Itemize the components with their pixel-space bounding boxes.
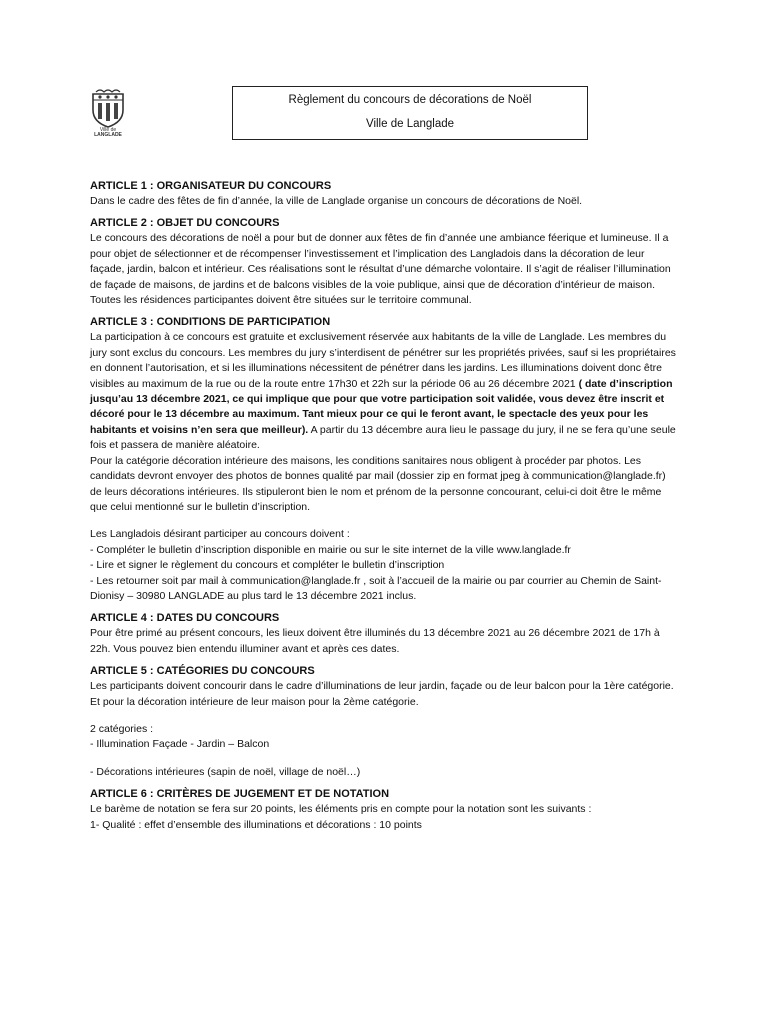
town-logo [90, 88, 126, 140]
article-6-criterion: 1- Qualité : effet d’ensemble des illuminations et décorations : 10 points [90, 818, 422, 831]
coat-of-arms-icon [90, 88, 126, 128]
article-3-paragraph-1 [90, 330, 680, 453]
article-5-list-item: - Illumination Façade - Jardin – Balcon [90, 738, 270, 751]
article-3-paragraph-2: Pour la catégorie décoration intérieure des maisons, les conditions sanitaires nous obligent à procéder par photos. Les candidats devront envoyer des photos de bonnes qualité par mail (dossier zip en format jpeg à communication@langlade.fr) de leurs décorations intérieures. Ils stipuleront bien le nom et prénom de la personne concourant, celui-ci doit être le même que celui mentionné sur le bulletin d’inscription. [90, 454, 666, 513]
article-3-heading: ARTICLE 3 : CONDITIONS DE PARTICIPATION [90, 316, 331, 329]
document-body [90, 178, 680, 833]
article-6-text: Le barème de notation se fera sur 20 points, les éléments pris en compte pour la notation sont les suivants : [90, 803, 592, 816]
logo-text-line2: LANGLADE [94, 132, 122, 138]
article-3-list-item: - Lire et signer le règlement du concours et compléter le bulletin d’inscription [90, 559, 445, 572]
article-3-text-start: La participation à ce concours est gratuite et exclusivement réservée aux habitants de la ville de Langlade. Les membres du jury sont exclus du concours. Les membres du jury s’interdisent de pénétrer sur les propriétés privées, sauf si les propriétaires en donnent l’autorisation, et si les illuminations nécessitent de pénétrer dans les jardins. Les illuminations doivent donc être visibles au maximum de la rue ou de la route entre 17h30 et 22h sur la période 06 au 26 décembre 2021 [90, 331, 676, 390]
article-5-list-item: - Décorations intérieures (sapin de noël, village de noël…) [90, 765, 361, 778]
article-4-heading: ARTICLE 4 : DATES DU CONCOURS [90, 612, 280, 625]
article-2-text: Le concours des décorations de noël a pour but de donner aux fêtes de fin d’année une ambiance féerique et lumineuse. Il a pour objet de sélectionner et de récompenser l’investissement et l’implication des Langladois dans la décoration de leur façade, jardin, balcon et intérieur. Ces réalisations sont le résultat d’une démarche volontaire. Il s’agit de réaliser l’illumination de façade de maisons, de jardins et de balcons visibles de la voie publique, ainsi que de décoration d’intérieur de maison. Toutes les résidences participantes doivent être situées sur le territoire communal. [90, 232, 671, 307]
document-subtitle: Ville de Langlade [365, 118, 455, 130]
article-3-text-bold: ( date d’inscription jusqu’au 13 décembre 2021, ce qui implique que pour que votre participation soit validée, vous devez être inscrit et décoré pour le 13 décembre au maximum. Tant mieux pour ce qui le feront avant, le spectacle des yeux pour les habitants et voisins n’en sera que meilleur). [90, 377, 673, 436]
article-3-list-item: - Les retourner soit par mail à communication@langlade.fr , soit à l’accueil de la mairie ou par courrier au Chemin de Saint-Dionisy – 30980 LANGLADE au plus tard le 13 décembre 2021 inclus. [90, 574, 662, 602]
article-5-heading: ARTICLE 5 : CATÉGORIES DU CONCOURS [90, 665, 315, 678]
article-1-text: Dans le cadre des fêtes de fin d’année, la ville de Langlade organise un concours de décorations de Noël. [90, 195, 583, 207]
article-4-text: Pour être primé au présent concours, les lieux doivent être illuminés du 13 décembre 2021 au 26 décembre 2021 de 17h à 22h. Vous pouvez bien entendu illuminer avant et après ces dates. [90, 627, 660, 655]
logo-text-line1: Ville de [99, 127, 117, 133]
article-3-text-end: A partir du 13 décembre aura lieu le passage du jury, il ne se fera qu’une seule fois et passera de manière aléatoire. [90, 423, 676, 452]
article-3-list-item: - Compléter le bulletin d’inscription disponible en mairie ou sur le site internet de la ville www.langlade.fr [90, 543, 571, 556]
article-2-heading: ARTICLE 2 : OBJET DU CONCOURS [90, 217, 280, 230]
article-6-heading: ARTICLE 6 : CRITÈRES DE JUGEMENT ET DE NOTATION [90, 788, 390, 801]
document-title: Règlement du concours de décorations de Noël [288, 94, 532, 106]
article-5-text: Les participants doivent concourir dans le cadre d’illuminations de leur jardin, façade ou de leur balcon pour la 1ère catégorie. Et pour la décoration intérieure de leur maison pour la 2ème catégorie. [90, 680, 674, 708]
article-5-categories-label: 2 catégories : [90, 722, 154, 735]
article-3-paragraph-3: Les Langladois désirant participer au concours doivent : [90, 528, 350, 541]
article-1-heading: ARTICLE 1 : ORGANISATEUR DU CONCOURS [90, 180, 332, 192]
title-box [232, 86, 588, 140]
